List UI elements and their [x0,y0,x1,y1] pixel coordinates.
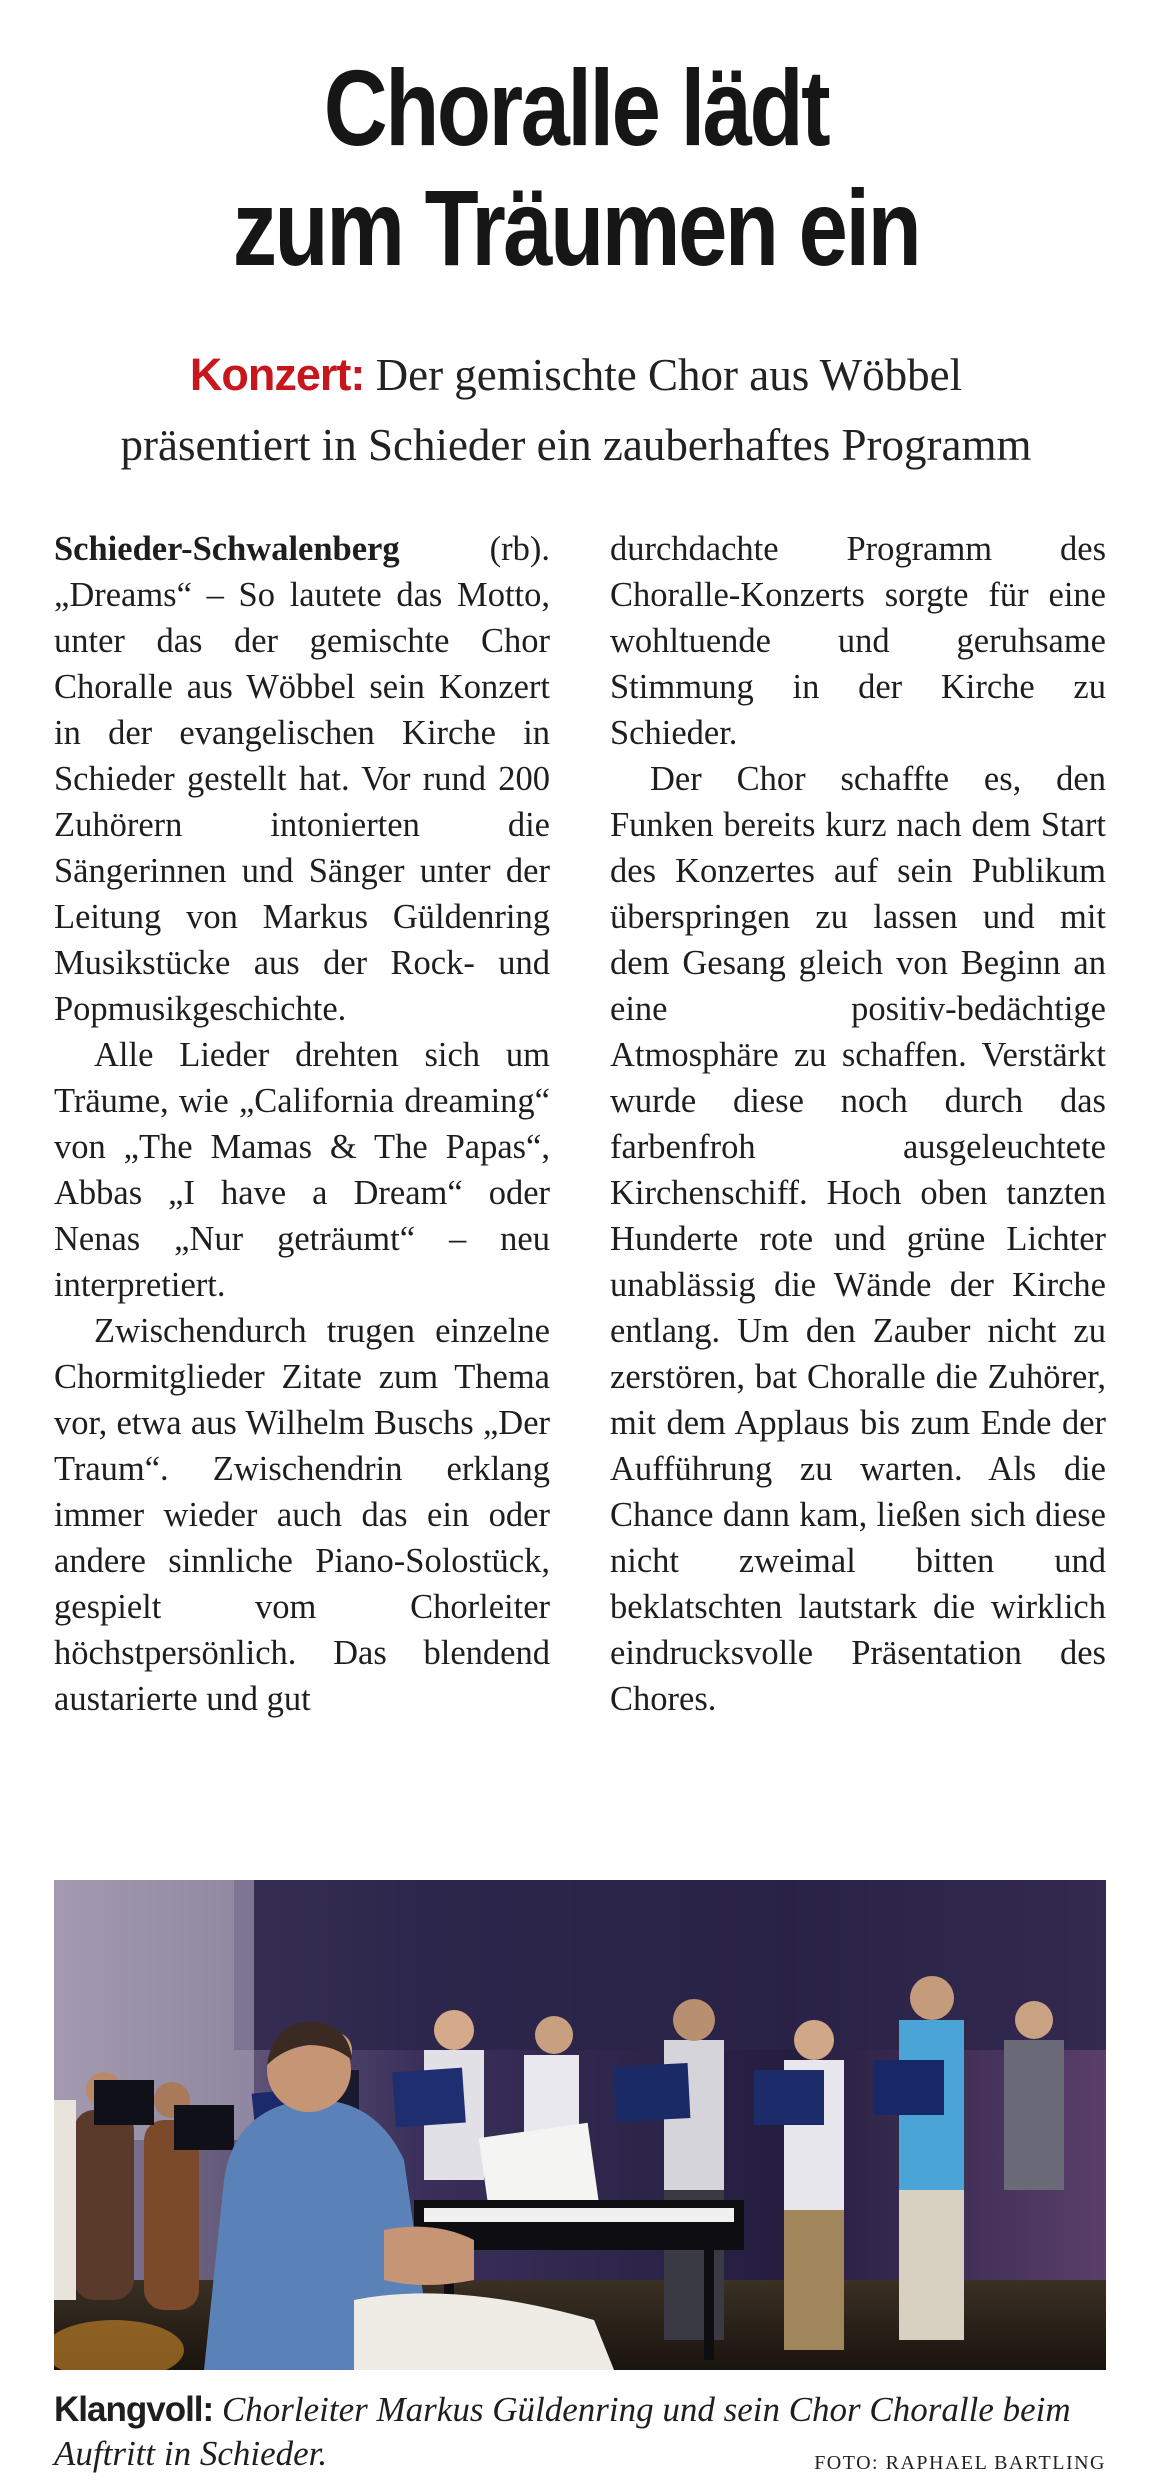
paragraph-1 [54,526,550,1032]
subheadline-line-2: präsentiert in Schieder ein zauberhaftes Programm [120,420,1032,470]
headline-line-1: Choralle lädt [323,47,829,168]
caption-label: Klangvoll: [54,2390,214,2429]
article-column-right [610,526,1106,1722]
concert-photo [54,1880,1106,2370]
headline-line-2: zum Träumen ein [232,167,920,288]
article-column-left [54,526,550,1722]
caption-text: Chorleiter Markus Güldenring und sein Chor Choralle beim Auftritt in Schieder. [54,2390,1071,2473]
dateline: Schieder-Schwalenberg [54,530,400,568]
concert-photo-illustration [54,1880,1106,2370]
photo-credit: FOTO: RAPHAEL BARTLING [814,2452,1106,2474]
paragraph-3-continued: durchdachte Programm des Choralle-Konzerts sorgte für eine wohltuende und geruhsame Stimmung in der Kirche zu Schieder. [610,530,1106,752]
paragraph-1-text: (rb). „Dreams“ – So lautete das Motto, unter das der gemischte Chor Choralle aus Wöbbel sein Konzert in der evangelischen Kirche in Schieder gestellt hat. Vor rund 200 Zuhörern intonierten die Sängerinnen und Sänger unter der Leitung von Markus Güldenring Musikstücke aus der Rock- und Popmusikgeschichte. [54,530,550,1028]
paragraph-2: Alle Lieder drehten sich um Träume, wie „California dreaming“ von „The Mamas & The Papas“, Abbas „I have a Dream“ oder Nenas „Nur geträumt“ – neu interpretiert. [54,1036,550,1304]
paragraph-3: Zwischendurch trugen einzelne Chormitglieder Zitate zum Thema vor, etwa aus Wilhelm Buschs „Der Traum“. Zwischendrin erklang immer wieder auch das ein oder andere sinnliche Piano-Solostück, gespielt vom Chorleiter höchstpersönlich. Das blendend austarierte und gut [54,1312,550,1718]
kicker: Konzert: [189,349,365,400]
paragraph-4: Der Chor schaffte es, den Funken bereits kurz nach dem Start des Konzertes auf sein Publikum überspringen zu lassen und mit dem Gesang gleich von Beginn an eine positiv-bedächtige Atmosphäre zu schaffen. Verstärkt wurde diese noch durch das farbenfroh ausgeleuchtete Kirchenschiff. Hoch oben tanzten Hunderte rote und grüne Lichter unablässig die Wände der Kirche entlang. Um den Zauber nicht zu zerstören, bat Choralle die Zuhörer, mit dem Applaus bis zum Ende der Aufführung zu warten. Als die Chance dann kam, ließen sich diese nicht zweimal bitten und beklatschten lautstark die wirklich eindrucksvolle Präsentation des Chores. [610,760,1106,1718]
subheadline-line-1: Der gemischte Chor aus Wöbbel [375,350,963,400]
headline [104,48,1049,288]
subheadline [40,340,1112,480]
